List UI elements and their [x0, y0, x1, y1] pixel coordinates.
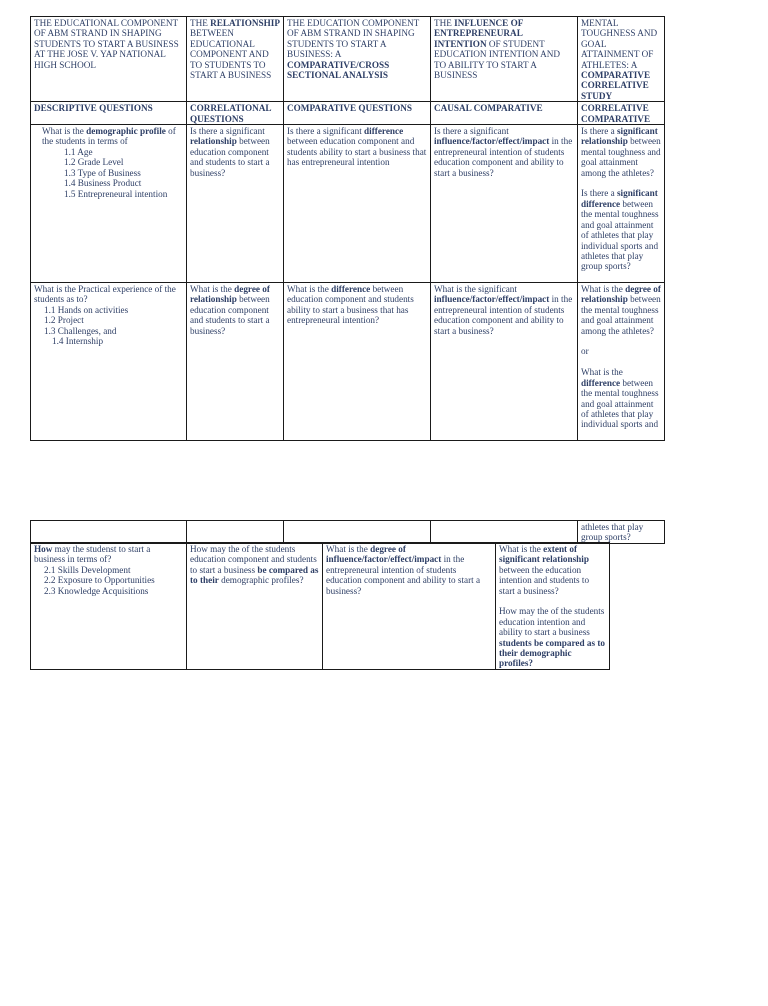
title-text: COMPARATIVE CORRELATIVE STUDY [581, 70, 651, 101]
title-text: MENTAL TOUGHNESS AND GOAL ATTAINMENT OF ATHLETES: A [581, 18, 658, 70]
title-cell [431, 17, 578, 102]
list-item: 1.1 Hands on activities [44, 304, 129, 315]
list-item: 1.4 Internship [52, 336, 104, 347]
correlative-comparative-cell [496, 543, 610, 670]
continuation-row [31, 521, 665, 544]
list-item: 1.3 Type of Business [64, 167, 141, 178]
title-text: RELATIONSHIP [210, 18, 280, 28]
question-row [31, 283, 665, 441]
comparative-question-cell: Is there a significant difference between education component and students ability to start a business that has entrepreneural intention [284, 125, 431, 283]
question-text: What is the extent of significant relationship between the education intention and students to start a business? [499, 544, 590, 596]
causal-question-cell: Is there a significant influence/factor/effect/impact in the entrepreneural intention of students education component and ability to start a business? [431, 125, 578, 283]
correlative-comparative-cell [578, 125, 665, 283]
title-row [31, 17, 665, 102]
question-text: What is the demographic profile of the students in terms of [42, 126, 176, 147]
question-text: Is there a significant difference between the mental toughness and goal attainment of athletes that play individual sports and athletes that play group sports? [581, 188, 659, 272]
empty-cell [31, 521, 187, 544]
question-type-row [31, 102, 665, 125]
title-text: INFLUENCE OF ENTREPRENEURAL INTENTION [434, 18, 523, 49]
question-text: What is the degree of relationship between the mental toughness and goal attainment among the athletes? [581, 284, 661, 336]
descriptive-question-cell [31, 543, 187, 670]
question-row [31, 543, 610, 670]
list-item: 1.3 Challenges, and [44, 325, 117, 336]
title-cell [31, 17, 187, 102]
question-type-label: COMPARATIVE QUESTIONS [284, 102, 431, 125]
question-type-label: CAUSAL COMPARATIVE [431, 102, 578, 125]
correlational-question-cell: What is the degree of relationship between education component and students to start a business? [187, 283, 284, 441]
question-text: What is the Practical experience of the students as to? [34, 284, 176, 305]
title-text: THE EDUCATION COMPONENT OF ABM STRAND IN SHAPING STUDENTS TO START A BUSINESS: A [287, 18, 420, 60]
question-text: How may the studenst to start a business in terms of? [34, 544, 151, 565]
title-cell [284, 17, 431, 102]
continuation-row-table [30, 520, 665, 544]
title-cell [187, 17, 284, 102]
descriptive-question-cell [31, 125, 187, 283]
title-text: THE [434, 18, 455, 28]
additional-questions-table [30, 542, 610, 670]
question-type-label: CORRELATIVE COMPARATIVE [578, 102, 665, 125]
title-text: THE EDUCATIONAL COMPONENT OF ABM STRAND IN SHAPING STUDENTS TO START A BUSINESS AT THE JOSE V. YAP NATIONAL HIGH SCHOOL [34, 18, 179, 70]
list-item: 1.1 Age [64, 146, 93, 157]
question-row [31, 125, 665, 283]
list-item: 2.2 Exposure to Opportunities [44, 575, 155, 586]
list-item: 1.2 Grade Level [64, 157, 124, 168]
list-item: 2.1 Skills Development [44, 564, 131, 575]
correlative-comparative-cell [578, 283, 665, 441]
empty-cell [187, 521, 284, 544]
causal-question-cell: What is the degree of influence/factor/effect/impact in the entrepreneural intention of students education component and ability to start a business? [323, 543, 496, 670]
or-text: or [581, 346, 589, 357]
question-text: How may the of the students education intention and ability to start a business students be compared as to their demographic profiles? [499, 606, 606, 669]
comparative-question-cell: What is the difference between education component and students ability to start a business that has entrepreneural intention? [284, 283, 431, 441]
title-text: THE [190, 18, 211, 28]
title-text: COMPARATIVE/CROSS SECTIONAL ANALYSIS [287, 59, 390, 81]
title-text: OF STUDENT EDUCATION INTENTION AND TO ABILITY TO START A BUSINESS [434, 38, 561, 81]
list-item: 2.3 Knowledge Acquisitions [44, 585, 149, 596]
title-text: BETWEEN EDUCATIONAL COMPONENT AND TO STUDENTS TO START A BUSINESS [190, 28, 272, 81]
question-type-label: CORRELATIONAL QUESTIONS [187, 102, 284, 125]
correlational-question-cell: Is there a significant relationship between education component and students to start a business? [187, 125, 284, 283]
empty-cell [431, 521, 578, 544]
question-text: Is there a significant relationship between mental toughness and goal attainment among the athletes? [581, 126, 661, 178]
correlational-question-cell: How may the of the students education component and students to start a business be compared as to their demographic profiles? [187, 543, 323, 670]
list-item: 1.2 Project [44, 315, 84, 326]
descriptive-question-cell [31, 283, 187, 441]
research-questions-table [30, 16, 665, 441]
question-text: What is the difference between the mental toughness and goal attainment of athletes that play individual sports and [581, 367, 659, 430]
causal-question-cell: What is the significant influence/factor/effect/impact in the entrepreneural intention of students education component and ability to start a business? [431, 283, 578, 441]
list-item: 1.4 Business Product [64, 178, 142, 189]
title-cell [578, 17, 665, 102]
continuation-text: athletes that play group sports? [578, 521, 665, 544]
question-type-label: DESCRIPTIVE QUESTIONS [31, 102, 187, 125]
empty-cell [284, 521, 431, 544]
list-item: 1.5 Entrepreneural intention [64, 188, 168, 199]
